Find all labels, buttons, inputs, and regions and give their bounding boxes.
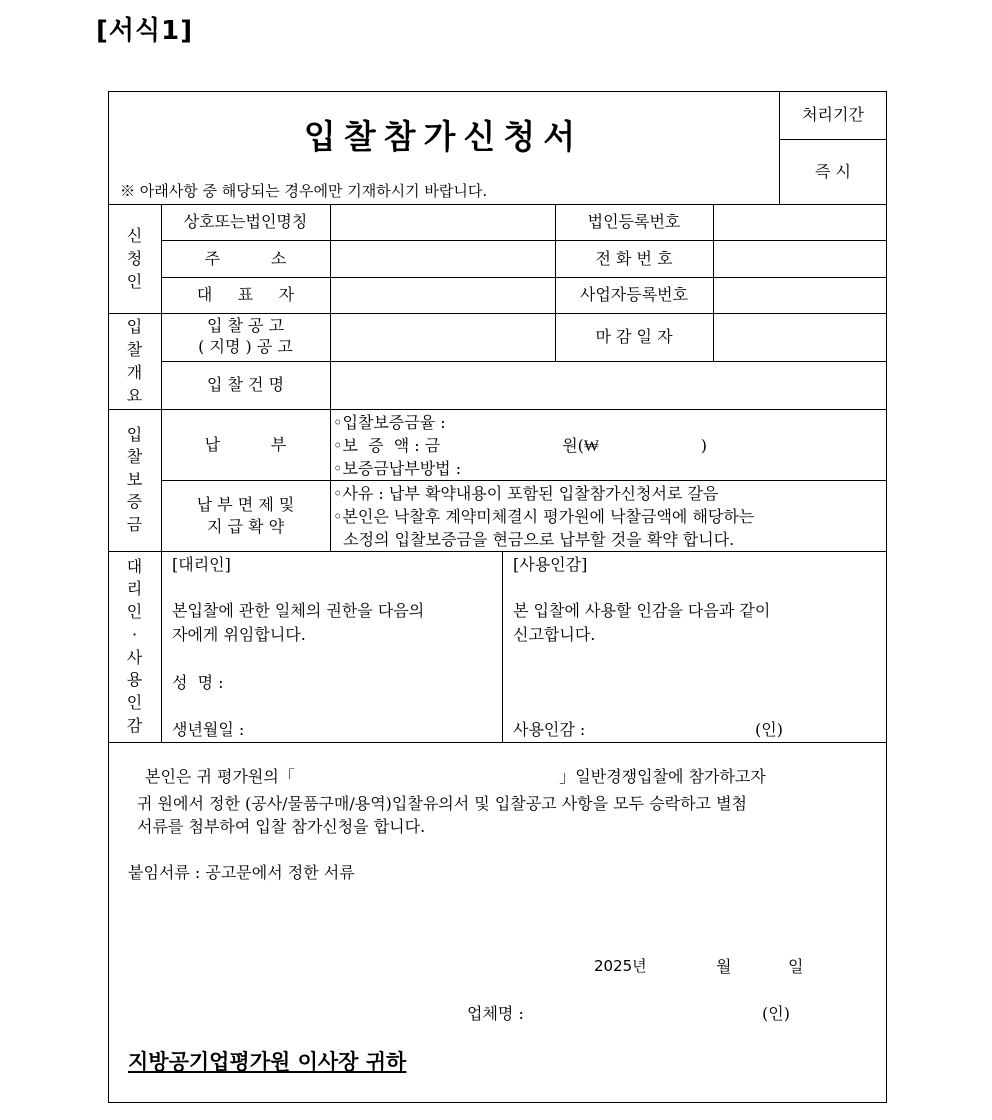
agent-group-label: 대 리 인 · 사 용 인 감 [126, 556, 143, 735]
notice-text: ※ 아래사항 중 해당되는 경우에만 기재하시기 바랍니다. [120, 182, 488, 200]
applicant-group-label: 신 청 인 [126, 225, 143, 292]
overview-group-label: 입 찰 개 요 [126, 316, 143, 406]
corp-reg-label: 법인등록번호 [587, 212, 681, 231]
company-name-label: 상호또는법인명칭 [183, 212, 308, 231]
biz-reg-field[interactable] [713, 277, 887, 313]
representative-field[interactable] [330, 277, 555, 313]
guarantee-group-label: 입 찰 보 증 금 [126, 425, 143, 534]
deadline-field[interactable] [713, 313, 887, 361]
form-label: [서식1] [96, 16, 194, 46]
seal-header: [사용인감] [513, 555, 588, 574]
attachment-line: 붙임서류 : 공고문에서 정한 서류 [128, 863, 355, 882]
agent-text-line-2: 자에게 위임합니다. [172, 625, 306, 644]
agent-name-label: 성 명 : [172, 673, 224, 692]
bid-notice-field[interactable] [330, 313, 555, 361]
phone-label: 전 화 번 호 [595, 248, 673, 268]
date-day: 일 [788, 957, 804, 976]
exemption-reason-line: ◦사유 : 납부 확약내용이 포함된 입찰참가신청서로 갈음 [333, 484, 719, 503]
rule [108, 551, 887, 552]
bid-notice-label: 입 찰 공 고 ( 지명 ) 공 고 [198, 316, 293, 356]
representative-label: 대 표 자 [196, 285, 295, 304]
biz-reg-label: 사업자등록번호 [579, 285, 689, 304]
corp-reg-field[interactable] [713, 204, 887, 240]
exemption-label: 납 부 면 제 및 지 급 확 약 [196, 494, 295, 536]
pledge-line-2: 소정의 입찰보증금을 현금으로 납부할 것을 확약 합니다. [333, 530, 735, 549]
guarantee-method-line: ◦보증금납부방법 : [333, 459, 462, 478]
guarantee-rate-line: ◦입찰보증금율 : [333, 413, 446, 432]
company-name-field[interactable] [330, 204, 555, 240]
agent-birth-label: 생년월일 : [172, 720, 245, 739]
processing-period-value: 즉 시 [815, 161, 851, 181]
declaration-line-1: 본인은 귀 평가원의「 」일반경쟁입찰에 참가하고자 [145, 767, 766, 786]
processing-period-header: 처리기간 [802, 105, 864, 124]
date-month: 월 [716, 957, 732, 976]
rule [108, 742, 887, 743]
guarantee-amount-line: ◦보 증 액 : 금 원(₩ ) [333, 436, 707, 455]
agent-header: [대리인] [172, 555, 231, 574]
seal-text-line-1: 본 입찰에 사용할 인감을 다음과 같이 [513, 601, 771, 620]
address-label: 주 소 [204, 248, 287, 268]
company-label: 업체명 : [467, 1004, 524, 1023]
declaration-line-3: 서류를 첨부하여 입찰 참가신청을 합니다. [137, 817, 426, 836]
payment-label: 납 부 [204, 434, 287, 454]
seal-label: 사용인감 : [513, 720, 586, 739]
agent-text-line-1: 본입찰에 관한 일체의 권한을 다음의 [172, 601, 425, 620]
date-year: 2025년 [594, 957, 647, 975]
address-field[interactable] [330, 240, 555, 277]
seal-text-line-2: 신고합니다. [513, 625, 596, 644]
deadline-label: 마 감 일 자 [595, 327, 673, 346]
bid-name-label: 입 찰 건 명 [206, 375, 285, 394]
bid-name-field[interactable] [330, 361, 887, 409]
seal-mark: (인) [755, 720, 783, 739]
addressee: 지방공기업평가원 이사장 귀하 [128, 1050, 407, 1074]
phone-field[interactable] [713, 240, 887, 277]
rule [502, 551, 503, 742]
declaration-line-2: 귀 원에서 정한 (공사/물품구매/용역)입찰유의서 및 입찰공고 사항을 모두 승락하고 별첨 [137, 794, 747, 813]
form-title: 입찰참가신청서 [303, 117, 584, 157]
pledge-line-1: ◦본인은 낙찰후 계약미체결시 평가원에 낙찰금액에 해당하는 [333, 507, 755, 526]
company-seal: (인) [762, 1004, 790, 1023]
